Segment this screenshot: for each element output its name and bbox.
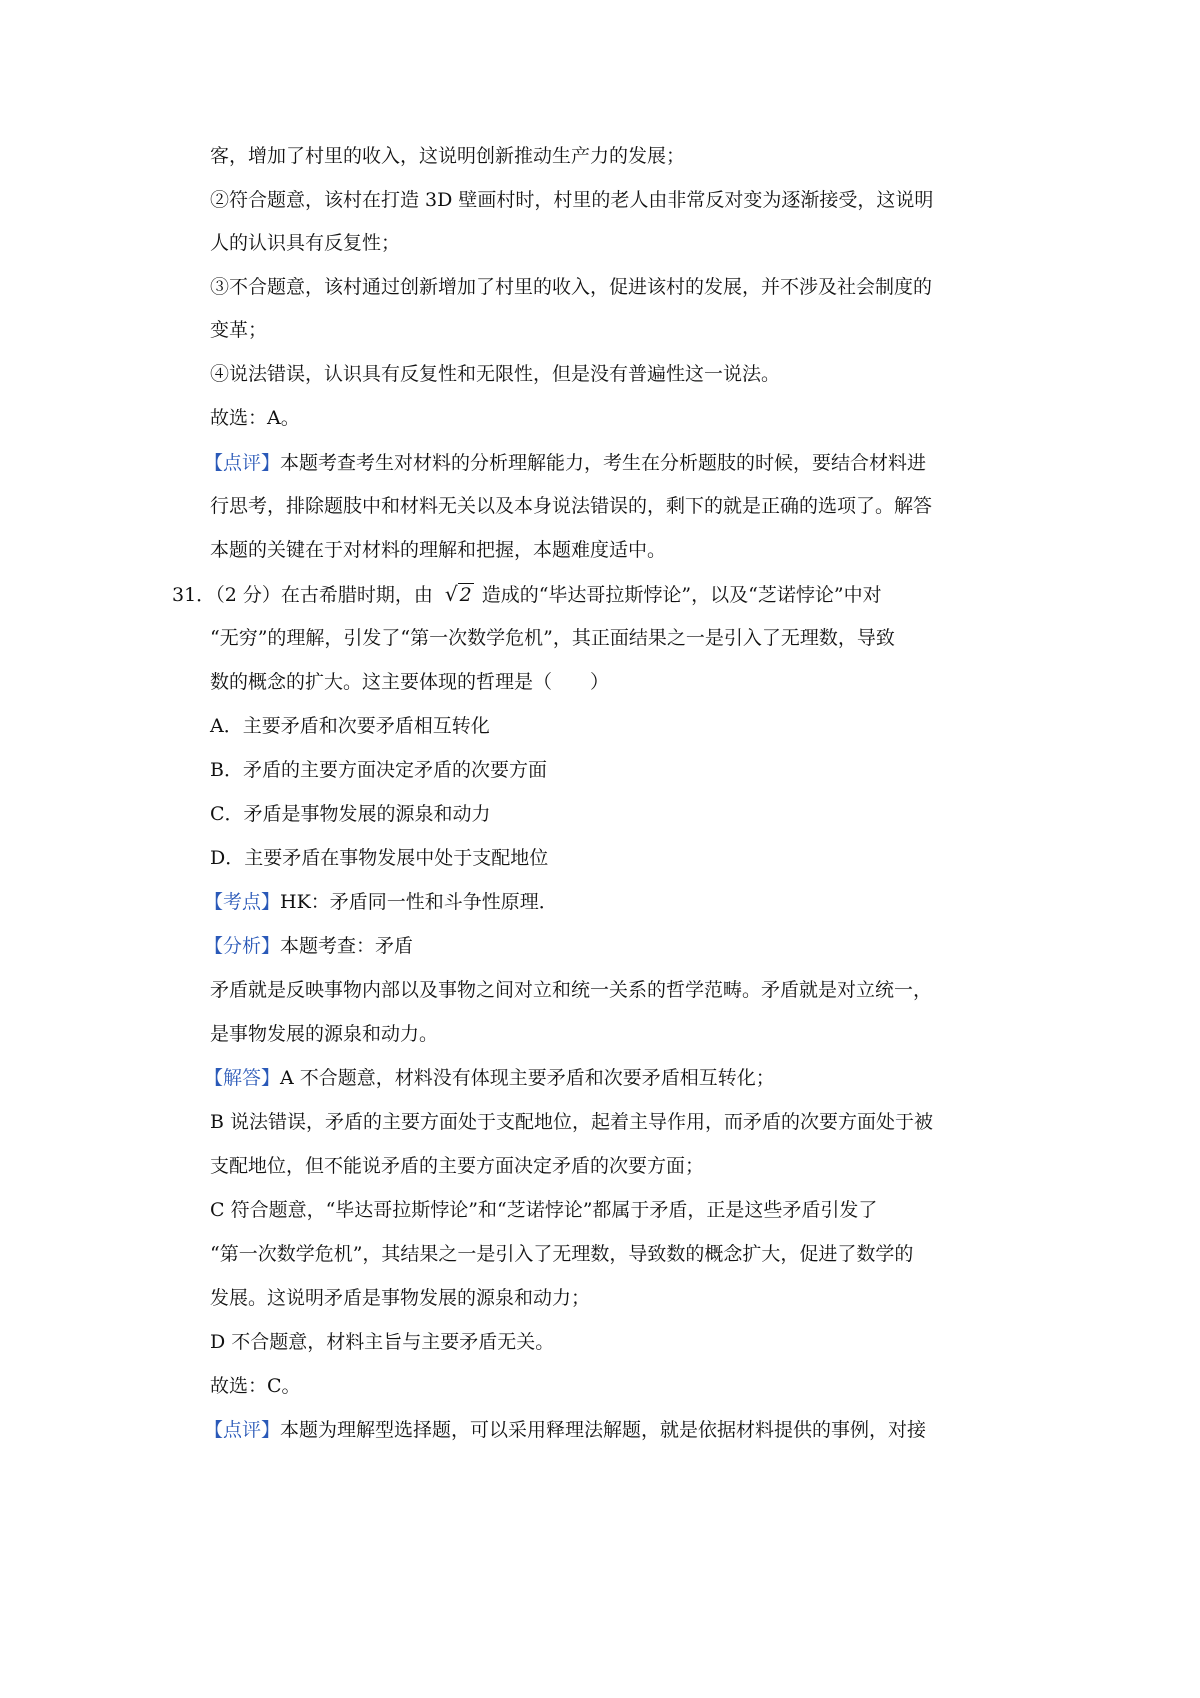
prev-item-4: ④说法错误，认识具有反复性和无限性，但是没有普遍性这一说法。 bbox=[210, 363, 781, 385]
kaodian-text: HK：矛盾同一性和斗争性原理． bbox=[280, 891, 558, 913]
sqrt-symbol: √ bbox=[444, 582, 458, 606]
q31-choice: 故选：C。 bbox=[210, 1375, 301, 1397]
jieda bbox=[204, 1064, 775, 1092]
fenxi-line: 是事物发展的源泉和动力。 bbox=[210, 1023, 439, 1045]
kaodian bbox=[204, 888, 558, 916]
jieda-c-cont: 发展。这说明矛盾是事物发展的源泉和动力； bbox=[210, 1287, 591, 1309]
question-stem-line: 数的概念的扩大。这主要体现的哲理是（ ） bbox=[210, 671, 610, 693]
jieda-b: B 说法错误，矛盾的主要方面处于支配地位，起着主导作用，而矛盾的次要方面处于被 bbox=[210, 1111, 934, 1133]
jieda-c: C 符合题意，“毕达哥拉斯悖论”和“芝诺悖论”都属于矛盾，正是这些矛盾引发了 bbox=[210, 1199, 878, 1221]
jieda-text: A 不合题意，材料没有体现主要矛盾和次要矛盾相互转化； bbox=[280, 1067, 775, 1089]
fenxi-line: 矛盾就是反映事物内部以及事物之间对立和统一关系的哲学范畴。矛盾就是对立统一， bbox=[210, 979, 933, 1001]
question-stem-cont: 造成的“毕达哥拉斯悖论”，以及“芝诺悖论”中对 bbox=[481, 584, 882, 606]
fenxi-text: 本题考查：矛盾 bbox=[280, 935, 414, 957]
question-stem: （2 分）在古希腊时期，由 bbox=[215, 584, 433, 606]
option-d: D．主要矛盾在事物发展中处于支配地位 bbox=[210, 847, 549, 869]
sqrt-expression bbox=[445, 580, 474, 609]
jieda-b-cont: 支配地位，但不能说矛盾的主要方面决定矛盾的次要方面； bbox=[210, 1155, 705, 1177]
comment-tag: 【点评】 bbox=[204, 452, 281, 474]
fenxi bbox=[204, 932, 413, 960]
question-number: 31． bbox=[172, 584, 216, 606]
prev-choice: 故选：A。 bbox=[210, 407, 300, 429]
prev-comment-cont: 行思考，排除题肢中和材料无关以及本身说法错误的，剩下的就是正确的选项了。解答 bbox=[210, 495, 933, 517]
q31-comment bbox=[204, 1416, 926, 1444]
option-a: A．主要矛盾和次要矛盾相互转化 bbox=[210, 715, 490, 737]
question-stem-line: “无穷”的理解，引发了“第一次数学危机”，其正面结果之一是引入了无理数，导致 bbox=[210, 627, 895, 649]
jieda-d: D 不合题意，材料主旨与主要矛盾无关。 bbox=[210, 1331, 555, 1353]
comment-tag: 【点评】 bbox=[204, 1419, 281, 1441]
prev-answer-line: 客，增加了村里的收入，这说明创新推动生产力的发展； bbox=[210, 145, 686, 167]
comment-text: 本题为理解型选择题，可以采用释理法解题，就是依据材料提供的事例，对接 bbox=[280, 1419, 927, 1441]
prev-item-2: ②符合题意，该村在打造 3D 壁画村时，村里的老人由非常反对变为逐渐接受，这说明 bbox=[210, 189, 934, 211]
prev-comment bbox=[204, 449, 926, 477]
kaodian-tag: 【考点】 bbox=[204, 891, 281, 913]
question-31 bbox=[172, 580, 882, 609]
jieda-c-cont: “第一次数学危机”，其结果之一是引入了无理数，导致数的概念扩大，促进了数学的 bbox=[210, 1243, 914, 1265]
comment-text: 本题考查考生对材料的分析理解能力，考生在分析题肢的时候，要结合材料进 bbox=[280, 452, 927, 474]
jieda-tag: 【解答】 bbox=[204, 1067, 281, 1089]
fenxi-tag: 【分析】 bbox=[204, 935, 281, 957]
prev-item-3: ③不合题意，该村通过创新增加了村里的收入，促进该村的发展，并不涉及社会制度的 bbox=[210, 276, 933, 298]
option-b: B．矛盾的主要方面决定矛盾的次要方面 bbox=[210, 759, 547, 781]
option-c: C．矛盾是事物发展的源泉和动力 bbox=[210, 803, 491, 825]
sqrt-value: 2 bbox=[459, 584, 472, 606]
prev-comment-cont: 本题的关键在于对材料的理解和把握，本题难度适中。 bbox=[210, 539, 667, 561]
prev-item-3-cont: 变革； bbox=[210, 319, 268, 341]
prev-item-2-cont: 人的认识具有反复性； bbox=[210, 232, 401, 254]
